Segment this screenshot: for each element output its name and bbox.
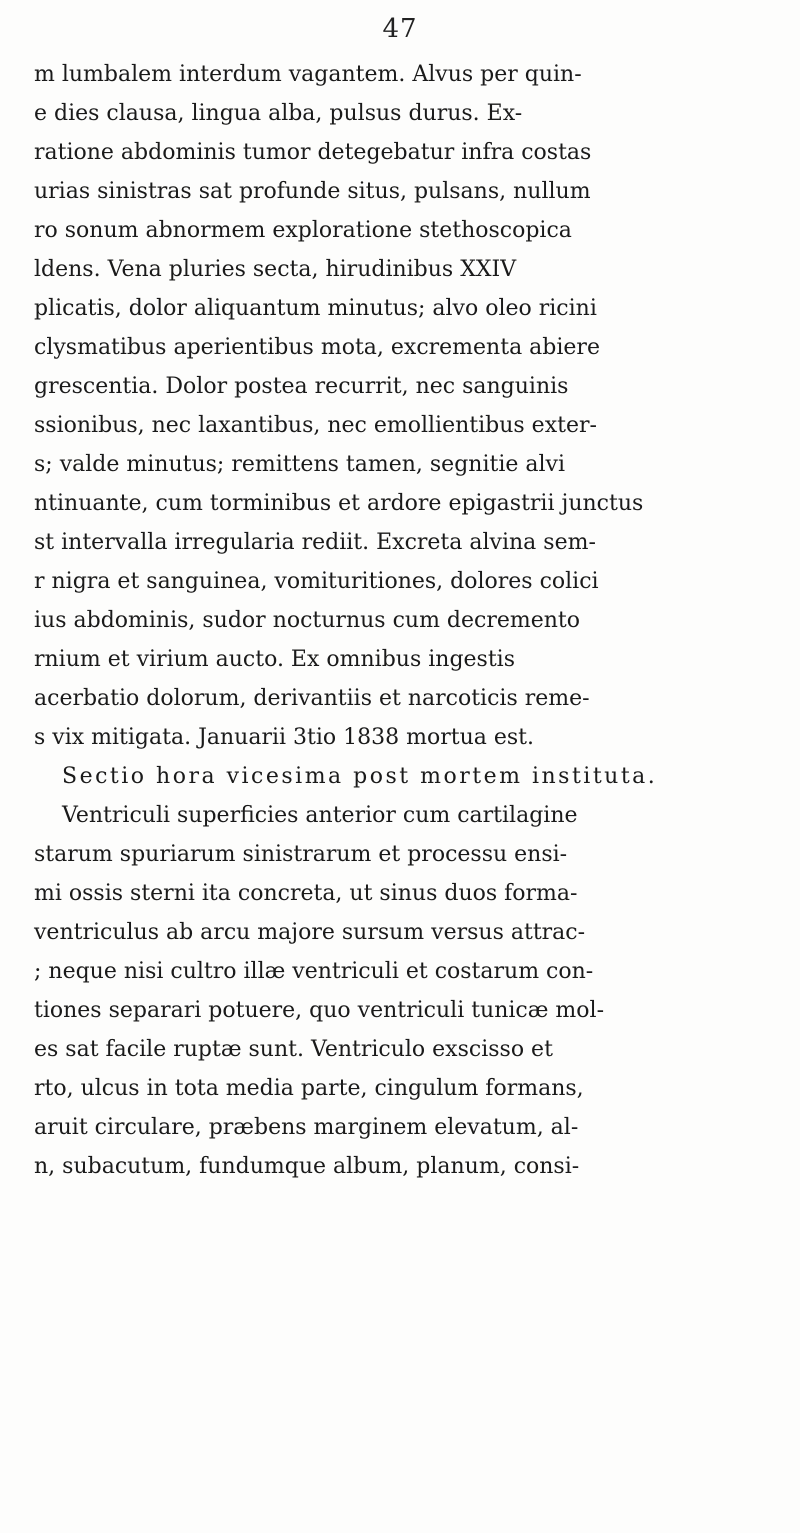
text-line: s; valde minutus; remittens tamen, segnitie alvi — [34, 452, 565, 477]
text-line: ssionibus, nec laxantibus, nec emollientibus exter- — [34, 413, 597, 438]
text-line: rto, ulcus in tota media parte, cingulum formans, — [34, 1076, 584, 1101]
text-line: mi ossis sterni ita concreta, ut sinus duos forma- — [34, 881, 578, 906]
text-line: n, subacutum, fundumque album, planum, consi- — [34, 1154, 580, 1179]
text-line: st intervalla irregularia rediit. Excreta alvina sem- — [34, 530, 596, 555]
text-line: grescentia. Dolor postea recurrit, nec sanguinis — [34, 374, 569, 399]
text-line: r nigra et sanguinea, vomituritiones, dolores colici — [34, 569, 599, 594]
text-line: plicatis, dolor aliquantum minutus; alvo oleo ricini — [34, 296, 597, 321]
text-line: es sat facile ruptæ sunt. Ventriculo exscisso et — [34, 1037, 553, 1062]
text-line: s vix mitigata. Januarii 3tio 1838 mortua est. — [34, 725, 535, 750]
page-number: 47 — [382, 14, 418, 44]
text-line: clysmatibus aperientibus mota, excrementa abiere — [34, 335, 600, 360]
text-line: ventriculus ab arcu majore sursum versus attrac- — [34, 920, 586, 945]
text-line: ldens. Vena pluries secta, hirudinibus XXIV — [34, 257, 517, 282]
text-line: m lumbalem interdum vagantem. Alvus per quin- — [34, 62, 582, 87]
text-line: ; neque nisi cultro illæ ventriculi et costarum con- — [34, 959, 594, 984]
text-line: ius abdominis, sudor nocturnus cum decremento — [34, 608, 581, 633]
text-line: Ventriculi superficies anterior cum cartilagine — [62, 803, 578, 828]
text-line: rnium et virium aucto. Ex omnibus ingestis — [34, 647, 516, 672]
text-line: tiones separari potuere, quo ventriculi tunicæ mol- — [34, 998, 605, 1023]
section-heading: Sectio hora vicesima post mortem instituta. — [62, 764, 658, 789]
text-line: ratione abdominis tumor detegebatur infra costas — [34, 140, 592, 165]
text-line: e dies clausa, lingua alba, pulsus durus. Ex- — [34, 101, 523, 126]
text-line: starum spuriarum sinistrarum et processu ensi- — [34, 842, 568, 867]
text-line: aruit circulare, præbens marginem elevatum, al- — [34, 1115, 579, 1140]
text-line: acerbatio dolorum, derivantiis et narcoticis reme- — [34, 686, 590, 711]
text-line: ntinuante, cum torminibus et ardore epigastrii junctus — [34, 491, 644, 516]
text-line: urias sinistras sat profunde situs, pulsans, nullum — [34, 179, 591, 204]
text-line: ro sonum abnormem exploratione stethoscopica — [34, 218, 572, 243]
